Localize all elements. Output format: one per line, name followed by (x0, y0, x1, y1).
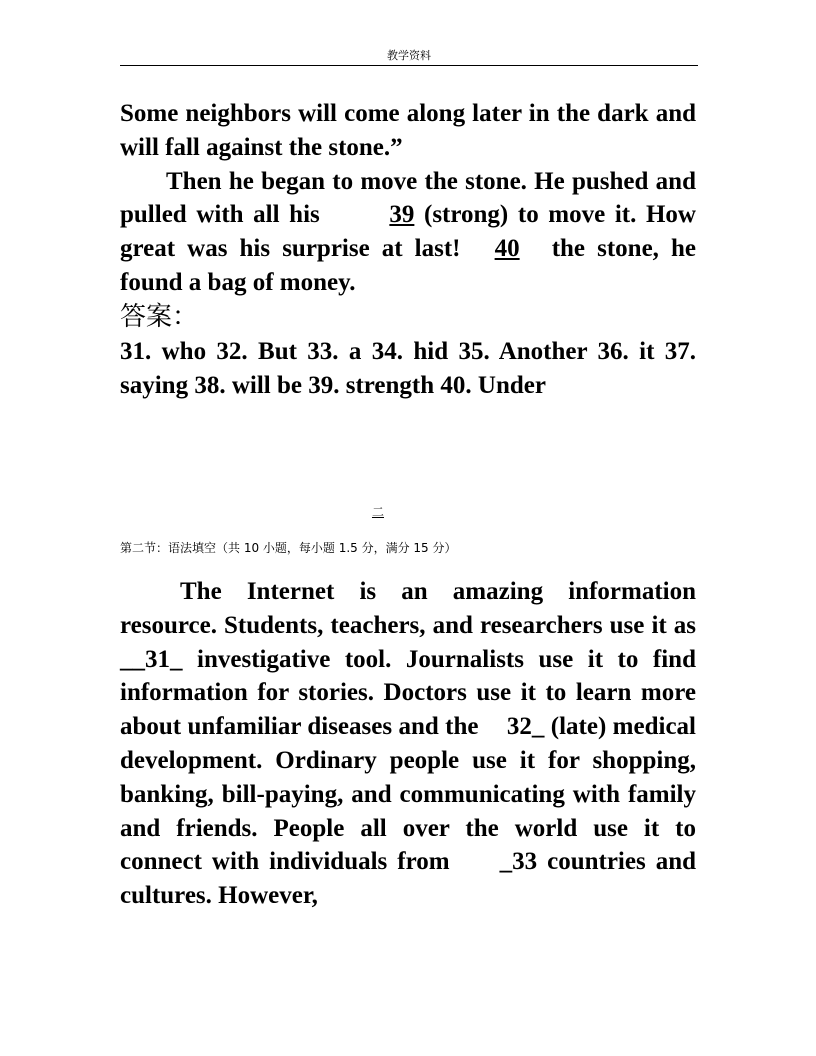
blank-32: 32_ (506, 713, 545, 741)
paragraph-2-text-c: the stone, he found a bag of money. (120, 235, 696, 296)
blank-40: 40 (494, 235, 520, 263)
passage-part2 (120, 575, 696, 913)
paragraph-2-text-b: (strong) to move it. How great was his surprise at last! (120, 201, 696, 263)
paragraph-2-text-a: Then he began to move the stone. He pushed and pulled with all his (120, 167, 696, 229)
passage-paragraph-1: Some neighbors will come along later in the dark and will fall against the stone.” (120, 100, 696, 161)
blank-31: __31_ (120, 645, 183, 673)
passage-part1 (120, 97, 696, 402)
paragraph-3-text-c: (late) medical development. Ordinary people use it for shopping, banking, bill-paying, and communicating with family and friends. People all over the world use it to connect with individuals from (120, 713, 696, 876)
passage-paragraph-3 (120, 575, 696, 913)
section-title: 第二节：语法填空（共 10 小题，每小题 1.5 分，满分 15 分） (120, 541, 457, 555)
section-number: 二 (371, 505, 384, 519)
paragraph-3-text-b: investigative tool. Journalists use it to find information for stories. Doctors use it to learn more about unfamiliar diseases and the (120, 645, 696, 741)
blank-33: _33 (499, 848, 538, 876)
page-header (120, 48, 698, 66)
answer-label: 答案： (120, 301, 199, 332)
paragraph-3-text-d: countries and cultures. However, (120, 848, 697, 910)
answer-list: 31. who 32. But 33. a 34. hid 35. Another 36. it 37. saying 38. will be 39. strength 40. Under (120, 337, 696, 399)
paragraph-3-text-a: The Internet is an amazing information resource. Students, teachers, and researchers use it as (120, 578, 696, 639)
header-title: 教学资料 (387, 49, 431, 62)
passage-paragraph-2 (120, 165, 696, 300)
blank-39: 39 (389, 201, 415, 229)
